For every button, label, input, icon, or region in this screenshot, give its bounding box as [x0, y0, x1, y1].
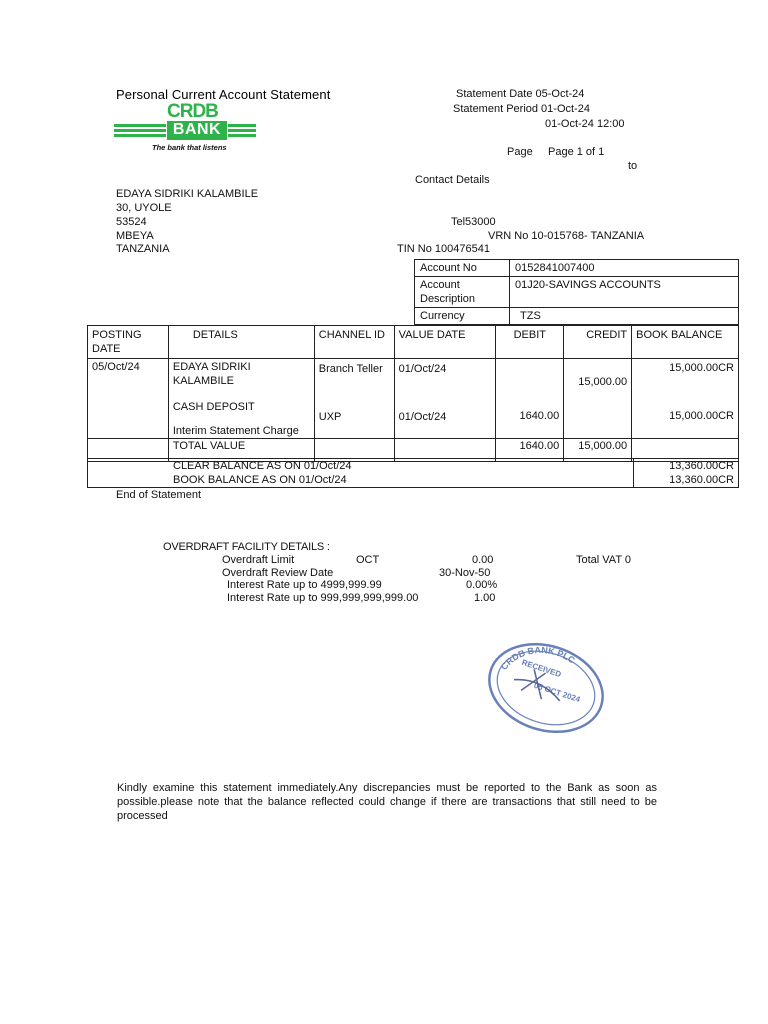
svg-text:CRDB BANK PLC: CRDB BANK PLC	[498, 644, 577, 672]
currency-value: TZS	[510, 308, 739, 325]
interest-rate-2-value: 1.00	[474, 592, 496, 604]
balances-divider	[633, 459, 634, 487]
clear-balance-value: 13,360.00CR	[669, 460, 734, 472]
value-date-2: 01/Oct/24	[398, 411, 447, 423]
logo-crdb-text: CRDB	[167, 101, 218, 122]
account-description-label: Account Description	[415, 277, 510, 308]
details-interim-charge: Interim Statement Charge	[172, 425, 299, 437]
debit-value: 1640.00	[519, 410, 560, 422]
page-number: Page 1 of 1	[548, 146, 605, 158]
value-date-1: 01/Oct/24	[398, 363, 447, 375]
channel-branch-teller: Branch Teller	[318, 363, 383, 375]
customer-city: MBEYA	[116, 230, 154, 242]
crdb-bank-logo	[112, 101, 260, 156]
account-info-table	[414, 259, 739, 325]
contact-details-label: Contact Details	[415, 174, 490, 186]
details-cash-deposit: CASH DEPOSIT	[172, 401, 255, 413]
balances-box	[87, 458, 739, 488]
details-cell	[168, 359, 314, 439]
logo-bank-text: BANK	[172, 121, 222, 138]
customer-name: EDAYA SIDRIKI KALAMBILE	[116, 188, 259, 200]
header-debit: DEBIT	[496, 326, 564, 359]
overdraft-limit-value: 0.00	[472, 554, 494, 566]
account-no-label: Account No	[415, 260, 510, 277]
header-posting-date: POSTING DATE	[88, 326, 169, 359]
header-channel-id: CHANNEL ID	[314, 326, 394, 359]
balance-cell	[632, 359, 739, 439]
total-vat: Total VAT 0	[576, 554, 632, 566]
overdraft-heading: OVERDRAFT FACILITY DETAILS :	[163, 541, 330, 553]
customer-vrn: VRN No 10-015768- TANZANIA	[488, 230, 645, 242]
header-credit: CREDIT	[564, 326, 632, 359]
channel-cell	[314, 359, 394, 439]
value-date-cell	[394, 359, 496, 439]
customer-tin: TIN No 100476541	[397, 243, 490, 255]
interest-rate-1-label: Interest Rate up to 4999,999.99	[227, 579, 382, 591]
page-label: Page	[507, 146, 533, 158]
credit-value: 15,000.00	[578, 376, 628, 388]
stamp-date-text: 05 OCT 2024	[532, 680, 582, 705]
book-balance-label: BOOK BALANCE AS ON 01/Oct/24	[173, 474, 347, 486]
statement-period-end: 01-Oct-24 12:00	[545, 118, 625, 130]
posting-date-cell	[88, 359, 169, 439]
account-no-value: 0152841007400	[510, 260, 739, 277]
posting-date: 05/Oct/24	[92, 361, 140, 373]
statement-period: Statement Period 01-Oct-24	[453, 103, 590, 115]
clear-balance-label: CLEAR BALANCE AS ON 01/Oct/24	[173, 460, 352, 472]
header-details: DETAILS	[168, 326, 314, 359]
stamp-received-text: RECEIVED	[520, 657, 563, 680]
overdraft-limit-label: Overdraft Limit	[222, 554, 295, 566]
customer-address-line: 30, UYOLE	[116, 202, 172, 214]
disclaimer-notice: Kindly examine this statement immediately.Any discrepancies must be reported to the Bank as soon as possible.please note that the balance reflected could change if there are transactions that still need to be processed	[117, 782, 657, 822]
total-debit: 1640.00	[496, 439, 564, 462]
account-description-value: 01J20-SAVINGS ACCOUNTS	[510, 277, 739, 308]
customer-country: TANZANIA	[116, 243, 170, 255]
table-row	[88, 359, 739, 439]
total-label: TOTAL VALUE	[168, 439, 314, 462]
credit-cell	[564, 359, 632, 439]
total-credit: 15,000.00	[564, 439, 632, 462]
overdraft-review-value: 30-Nov-50	[439, 567, 491, 579]
logo-tagline: The bank that listens	[152, 143, 227, 152]
currency-label: Currency	[415, 308, 510, 325]
customer-postcode: 53524	[116, 216, 147, 228]
bank-stamp	[483, 640, 609, 736]
details-name: EDAYA SIDRIKI KALAMBILE	[172, 361, 251, 387]
statement-title: Personal Current Account Statement	[116, 87, 331, 102]
channel-uxp: UXP	[318, 411, 342, 423]
overdraft-review-label: Overdraft Review Date	[222, 567, 334, 579]
overdraft-limit-month: OCT	[356, 554, 380, 566]
customer-tel: Tel53000	[451, 216, 496, 228]
end-of-statement: End of Statement	[116, 489, 201, 501]
table-header-row	[88, 326, 739, 359]
interest-rate-1-value: 0.00%	[466, 579, 498, 591]
transactions-table	[87, 325, 739, 462]
balance-value-1: 15,000.00CR	[669, 362, 734, 374]
balance-value-2: 15,000.00CR	[669, 410, 734, 422]
to-label: to	[628, 160, 638, 172]
header-book-balance: BOOK BALANCE	[632, 326, 739, 359]
book-balance-value: 13,360.00CR	[669, 474, 734, 486]
interest-rate-2-label: Interest Rate up to 999,999,999,999.00	[227, 592, 419, 604]
debit-cell	[496, 359, 564, 439]
header-value-date: VALUE DATE	[394, 326, 496, 359]
statement-date: Statement Date 05-Oct-24	[456, 88, 585, 100]
